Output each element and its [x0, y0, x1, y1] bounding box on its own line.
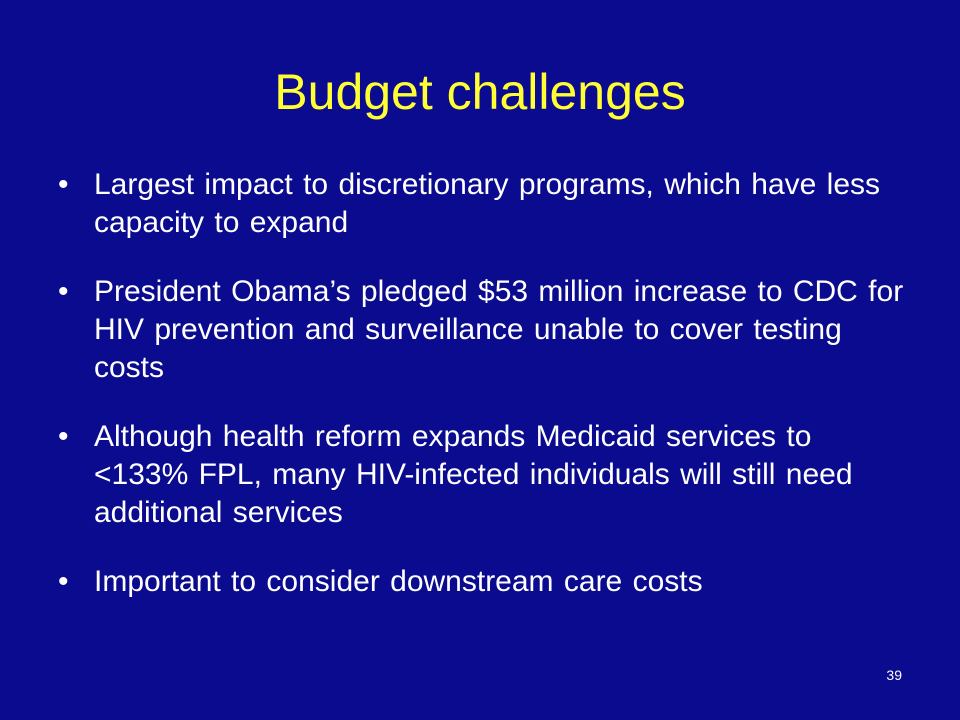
bullet-icon: • [58, 275, 69, 308]
bullet-item [58, 418, 908, 532]
bullet-item [58, 166, 908, 242]
bullet-icon: • [58, 565, 69, 598]
bullet-item [58, 563, 908, 601]
page-number: 39 [886, 667, 902, 683]
bullet-icon: • [58, 168, 69, 201]
slide-title: Budget challenges [274, 64, 686, 120]
bullet-text: Important to consider downstream care costs [94, 565, 703, 598]
bullet-icon: • [58, 420, 69, 453]
bullet-list [58, 166, 908, 632]
bullet-text: Although health reform expands Medicaid services to <133% FPL, many HIV-infected individuals will still need additional services [94, 420, 853, 529]
bullet-text: Largest impact to discretionary programs, which have less capacity to expand [94, 168, 881, 239]
bullet-text: President Obama’s pledged $53 million increase to CDC for HIV prevention and surveillance unable to cover testing costs [94, 275, 904, 384]
bullet-item [58, 273, 908, 387]
